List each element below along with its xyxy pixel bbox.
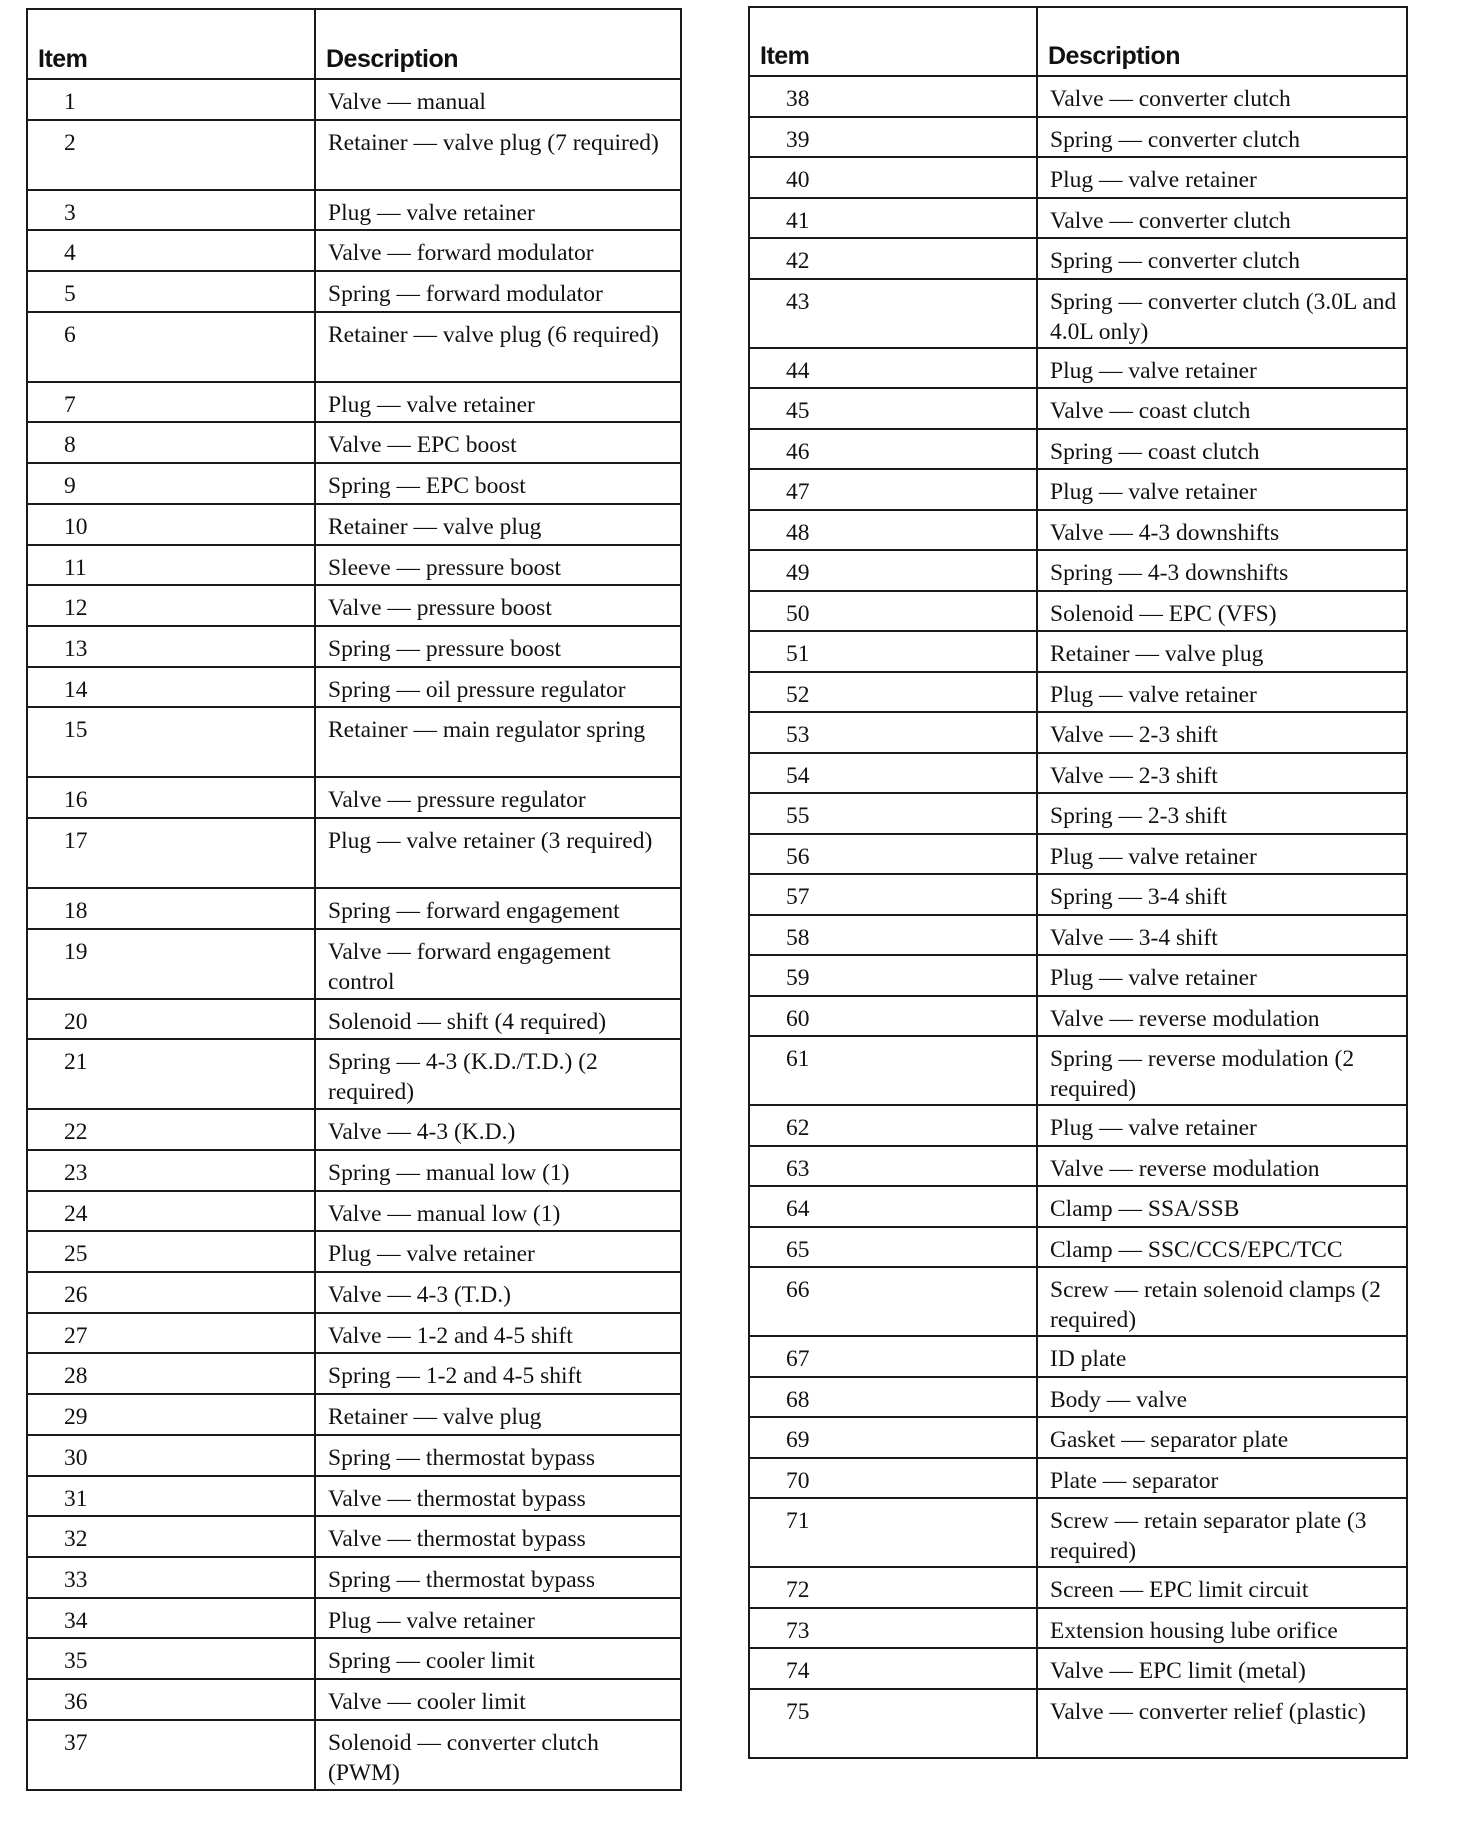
table-row xyxy=(27,707,681,777)
item-description: Plug — valve retainer xyxy=(1037,672,1407,713)
parts-table-left xyxy=(26,8,682,1791)
table-row xyxy=(749,1227,1407,1268)
item-description: Spring — EPC boost xyxy=(315,463,681,504)
item-number: 73 xyxy=(749,1608,1037,1649)
item-description: Spring — manual low (1) xyxy=(315,1150,681,1191)
item-description: Body — valve xyxy=(1037,1377,1407,1418)
item-number: 22 xyxy=(27,1109,315,1150)
table-row xyxy=(749,1689,1407,1758)
table-row xyxy=(749,279,1407,348)
item-description: Spring — forward modulator xyxy=(315,271,681,312)
item-number: 41 xyxy=(749,198,1037,239)
item-number: 60 xyxy=(749,996,1037,1037)
item-number: 31 xyxy=(27,1476,315,1517)
table-row xyxy=(749,1146,1407,1187)
table-row xyxy=(749,874,1407,915)
item-description: Solenoid — shift (4 required) xyxy=(315,999,681,1040)
table-row xyxy=(27,1720,681,1790)
item-number: 5 xyxy=(27,271,315,312)
table-row xyxy=(27,777,681,818)
table-row xyxy=(27,382,681,423)
item-description: Valve — reverse modulation xyxy=(1037,996,1407,1037)
item-number: 15 xyxy=(27,707,315,777)
item-number: 36 xyxy=(27,1679,315,1720)
item-description: Valve — coast clutch xyxy=(1037,388,1407,429)
table-row xyxy=(749,1267,1407,1336)
table-row xyxy=(749,198,1407,239)
table-row xyxy=(749,1567,1407,1608)
item-number: 35 xyxy=(27,1638,315,1679)
table-row xyxy=(749,1336,1407,1377)
item-number: 59 xyxy=(749,955,1037,996)
table-row xyxy=(27,626,681,667)
table-row xyxy=(749,510,1407,551)
table-row xyxy=(749,955,1407,996)
table-row xyxy=(27,1039,681,1109)
item-description: Valve — 4-3 (K.D.) xyxy=(315,1109,681,1150)
item-number: 21 xyxy=(27,1039,315,1109)
item-description: Valve — 3-4 shift xyxy=(1037,915,1407,956)
item-number: 66 xyxy=(749,1267,1037,1336)
item-number: 27 xyxy=(27,1313,315,1354)
item-description: Spring — reverse modulation (2 required) xyxy=(1037,1036,1407,1105)
item-number: 17 xyxy=(27,818,315,888)
table-row xyxy=(749,1498,1407,1567)
table-row xyxy=(27,1476,681,1517)
item-number: 50 xyxy=(749,591,1037,632)
table-row xyxy=(27,422,681,463)
item-description: Valve — forward modulator xyxy=(315,230,681,271)
item-description: Spring — oil pressure regulator xyxy=(315,667,681,708)
item-description: Valve — 4-3 downshifts xyxy=(1037,510,1407,551)
table-row xyxy=(27,1353,681,1394)
item-number: 24 xyxy=(27,1191,315,1232)
table-row xyxy=(27,463,681,504)
header-row xyxy=(27,9,681,79)
item-description: Valve — EPC limit (metal) xyxy=(1037,1648,1407,1689)
item-description: Retainer — valve plug xyxy=(315,504,681,545)
item-description: Valve — manual xyxy=(315,79,681,120)
table-row xyxy=(749,996,1407,1037)
item-description: Spring — 2-3 shift xyxy=(1037,793,1407,834)
table-row xyxy=(27,1394,681,1435)
item-description: Plug — valve retainer xyxy=(1037,955,1407,996)
item-number: 42 xyxy=(749,238,1037,279)
table-row xyxy=(749,469,1407,510)
item-number: 63 xyxy=(749,1146,1037,1187)
item-number: 70 xyxy=(749,1458,1037,1499)
table-row xyxy=(749,1458,1407,1499)
item-number: 75 xyxy=(749,1689,1037,1758)
item-description: ID plate xyxy=(1037,1336,1407,1377)
item-number: 43 xyxy=(749,279,1037,348)
table-row xyxy=(27,929,681,999)
item-description: Valve — 2-3 shift xyxy=(1037,753,1407,794)
item-number: 29 xyxy=(27,1394,315,1435)
table-row xyxy=(749,76,1407,117)
item-number: 45 xyxy=(749,388,1037,429)
item-number: 49 xyxy=(749,550,1037,591)
table-row xyxy=(749,1608,1407,1649)
item-number: 40 xyxy=(749,157,1037,198)
item-column-header: Item xyxy=(749,7,1037,76)
item-description: Valve — 2-3 shift xyxy=(1037,712,1407,753)
item-description: Plug — valve retainer xyxy=(315,190,681,231)
item-number: 10 xyxy=(27,504,315,545)
item-number: 53 xyxy=(749,712,1037,753)
table-row xyxy=(27,545,681,586)
item-description: Valve — pressure boost xyxy=(315,585,681,626)
item-number: 12 xyxy=(27,585,315,626)
item-description: Spring — cooler limit xyxy=(315,1638,681,1679)
table-row xyxy=(27,1598,681,1639)
table-row xyxy=(27,888,681,929)
table-row xyxy=(749,834,1407,875)
item-number: 20 xyxy=(27,999,315,1040)
table-row xyxy=(27,1638,681,1679)
item-description: Retainer — main regulator spring xyxy=(315,707,681,777)
table-row xyxy=(27,120,681,190)
item-number: 55 xyxy=(749,793,1037,834)
table-row xyxy=(27,271,681,312)
item-description: Screen — EPC limit circuit xyxy=(1037,1567,1407,1608)
item-number: 71 xyxy=(749,1498,1037,1567)
table-row xyxy=(749,753,1407,794)
item-description: Spring — forward engagement xyxy=(315,888,681,929)
item-description: Spring — thermostat bypass xyxy=(315,1435,681,1476)
item-number: 9 xyxy=(27,463,315,504)
table-row xyxy=(27,1109,681,1150)
item-number: 28 xyxy=(27,1353,315,1394)
table-row xyxy=(27,1435,681,1476)
parts-table-right xyxy=(748,6,1408,1759)
table-row xyxy=(749,631,1407,672)
item-description: Screw — retain separator plate (3 required) xyxy=(1037,1498,1407,1567)
item-number: 13 xyxy=(27,626,315,667)
table-row xyxy=(27,999,681,1040)
item-description: Plug — valve retainer xyxy=(1037,834,1407,875)
table-row xyxy=(27,585,681,626)
item-description: Valve — forward engagement control xyxy=(315,929,681,999)
item-description: Valve — converter clutch xyxy=(1037,76,1407,117)
table-row xyxy=(27,667,681,708)
table-row xyxy=(27,1272,681,1313)
item-description: Spring — 4-3 downshifts xyxy=(1037,550,1407,591)
item-number: 46 xyxy=(749,429,1037,470)
table-row xyxy=(749,348,1407,389)
item-number: 33 xyxy=(27,1557,315,1598)
table-row xyxy=(749,915,1407,956)
item-number: 2 xyxy=(27,120,315,190)
table-row xyxy=(749,117,1407,158)
table-row xyxy=(27,1516,681,1557)
item-description: Extension housing lube orifice xyxy=(1037,1608,1407,1649)
item-number: 3 xyxy=(27,190,315,231)
item-number: 23 xyxy=(27,1150,315,1191)
item-description: Plug — valve retainer xyxy=(1037,348,1407,389)
item-number: 64 xyxy=(749,1186,1037,1227)
item-description: Spring — 4-3 (K.D./T.D.) (2 required) xyxy=(315,1039,681,1109)
description-column-header: Description xyxy=(1037,7,1407,76)
item-description: Valve — reverse modulation xyxy=(1037,1146,1407,1187)
item-description: Screw — retain solenoid clamps (2 required) xyxy=(1037,1267,1407,1336)
item-number: 14 xyxy=(27,667,315,708)
item-description: Spring — converter clutch xyxy=(1037,117,1407,158)
item-number: 25 xyxy=(27,1231,315,1272)
table-row xyxy=(749,591,1407,632)
item-description: Valve — thermostat bypass xyxy=(315,1476,681,1517)
item-description: Plug — valve retainer xyxy=(315,1598,681,1639)
item-description: Valve — manual low (1) xyxy=(315,1191,681,1232)
table-row xyxy=(27,79,681,120)
item-number: 54 xyxy=(749,753,1037,794)
item-number: 7 xyxy=(27,382,315,423)
item-description: Retainer — valve plug (7 required) xyxy=(315,120,681,190)
description-column-header: Description xyxy=(315,9,681,79)
item-description: Plug — valve retainer xyxy=(1037,157,1407,198)
item-number: 56 xyxy=(749,834,1037,875)
item-number: 38 xyxy=(749,76,1037,117)
item-number: 58 xyxy=(749,915,1037,956)
item-number: 51 xyxy=(749,631,1037,672)
item-number: 6 xyxy=(27,312,315,382)
item-number: 11 xyxy=(27,545,315,586)
table-row xyxy=(749,1036,1407,1105)
item-number: 18 xyxy=(27,888,315,929)
item-description: Spring — thermostat bypass xyxy=(315,1557,681,1598)
table-row xyxy=(749,1648,1407,1689)
item-number: 8 xyxy=(27,422,315,463)
item-number: 48 xyxy=(749,510,1037,551)
item-number: 39 xyxy=(749,117,1037,158)
item-description: Valve — converter relief (plastic) xyxy=(1037,1689,1407,1758)
item-description: Spring — converter clutch (3.0L and 4.0L only) xyxy=(1037,279,1407,348)
item-description: Clamp — SSC/CCS/EPC/TCC xyxy=(1037,1227,1407,1268)
item-description: Plate — separator xyxy=(1037,1458,1407,1499)
item-number: 16 xyxy=(27,777,315,818)
table-row xyxy=(27,1191,681,1232)
item-description: Valve — 4-3 (T.D.) xyxy=(315,1272,681,1313)
item-description: Sleeve — pressure boost xyxy=(315,545,681,586)
item-number: 34 xyxy=(27,1598,315,1639)
item-number: 57 xyxy=(749,874,1037,915)
table-row xyxy=(27,190,681,231)
table-row xyxy=(27,312,681,382)
table-row xyxy=(27,504,681,545)
header-row xyxy=(749,7,1407,76)
table-row xyxy=(749,1105,1407,1146)
item-number: 32 xyxy=(27,1516,315,1557)
table-row xyxy=(749,1377,1407,1418)
item-description: Valve — thermostat bypass xyxy=(315,1516,681,1557)
table-row xyxy=(749,1186,1407,1227)
table-row xyxy=(749,388,1407,429)
item-number: 44 xyxy=(749,348,1037,389)
table-row xyxy=(27,1313,681,1354)
item-number: 37 xyxy=(27,1720,315,1790)
table-row xyxy=(749,672,1407,713)
item-description: Valve — converter clutch xyxy=(1037,198,1407,239)
item-description: Gasket — separator plate xyxy=(1037,1417,1407,1458)
item-description: Plug — valve retainer xyxy=(315,1231,681,1272)
table-row xyxy=(27,818,681,888)
table-row xyxy=(749,429,1407,470)
table-row xyxy=(27,1557,681,1598)
item-number: 67 xyxy=(749,1336,1037,1377)
table-row xyxy=(27,230,681,271)
item-number: 68 xyxy=(749,1377,1037,1418)
item-description: Plug — valve retainer xyxy=(1037,1105,1407,1146)
item-number: 30 xyxy=(27,1435,315,1476)
item-description: Solenoid — converter clutch (PWM) xyxy=(315,1720,681,1790)
table-row xyxy=(749,157,1407,198)
item-description: Plug — valve retainer xyxy=(1037,469,1407,510)
item-description: Retainer — valve plug xyxy=(1037,631,1407,672)
item-number: 61 xyxy=(749,1036,1037,1105)
item-number: 72 xyxy=(749,1567,1037,1608)
item-number: 26 xyxy=(27,1272,315,1313)
table-row xyxy=(749,793,1407,834)
item-number: 74 xyxy=(749,1648,1037,1689)
item-number: 19 xyxy=(27,929,315,999)
item-description: Valve — EPC boost xyxy=(315,422,681,463)
item-column-header: Item xyxy=(27,9,315,79)
item-description: Plug — valve retainer xyxy=(315,382,681,423)
table-row xyxy=(27,1679,681,1720)
item-description: Plug — valve retainer (3 required) xyxy=(315,818,681,888)
item-description: Solenoid — EPC (VFS) xyxy=(1037,591,1407,632)
item-number: 47 xyxy=(749,469,1037,510)
item-description: Spring — 1-2 and 4-5 shift xyxy=(315,1353,681,1394)
item-description: Retainer — valve plug (6 required) xyxy=(315,312,681,382)
table-row xyxy=(749,712,1407,753)
item-description: Valve — cooler limit xyxy=(315,1679,681,1720)
item-number: 52 xyxy=(749,672,1037,713)
item-description: Retainer — valve plug xyxy=(315,1394,681,1435)
table-row xyxy=(749,1417,1407,1458)
table-row xyxy=(749,238,1407,279)
item-number: 62 xyxy=(749,1105,1037,1146)
item-description: Valve — 1-2 and 4-5 shift xyxy=(315,1313,681,1354)
table-row xyxy=(27,1231,681,1272)
item-description: Clamp — SSA/SSB xyxy=(1037,1186,1407,1227)
table-row xyxy=(749,550,1407,591)
item-description: Spring — coast clutch xyxy=(1037,429,1407,470)
table-row xyxy=(27,1150,681,1191)
item-description: Spring — converter clutch xyxy=(1037,238,1407,279)
item-description: Valve — pressure regulator xyxy=(315,777,681,818)
item-number: 69 xyxy=(749,1417,1037,1458)
item-number: 4 xyxy=(27,230,315,271)
item-description: Spring — pressure boost xyxy=(315,626,681,667)
item-number: 1 xyxy=(27,79,315,120)
item-number: 65 xyxy=(749,1227,1037,1268)
item-description: Spring — 3-4 shift xyxy=(1037,874,1407,915)
